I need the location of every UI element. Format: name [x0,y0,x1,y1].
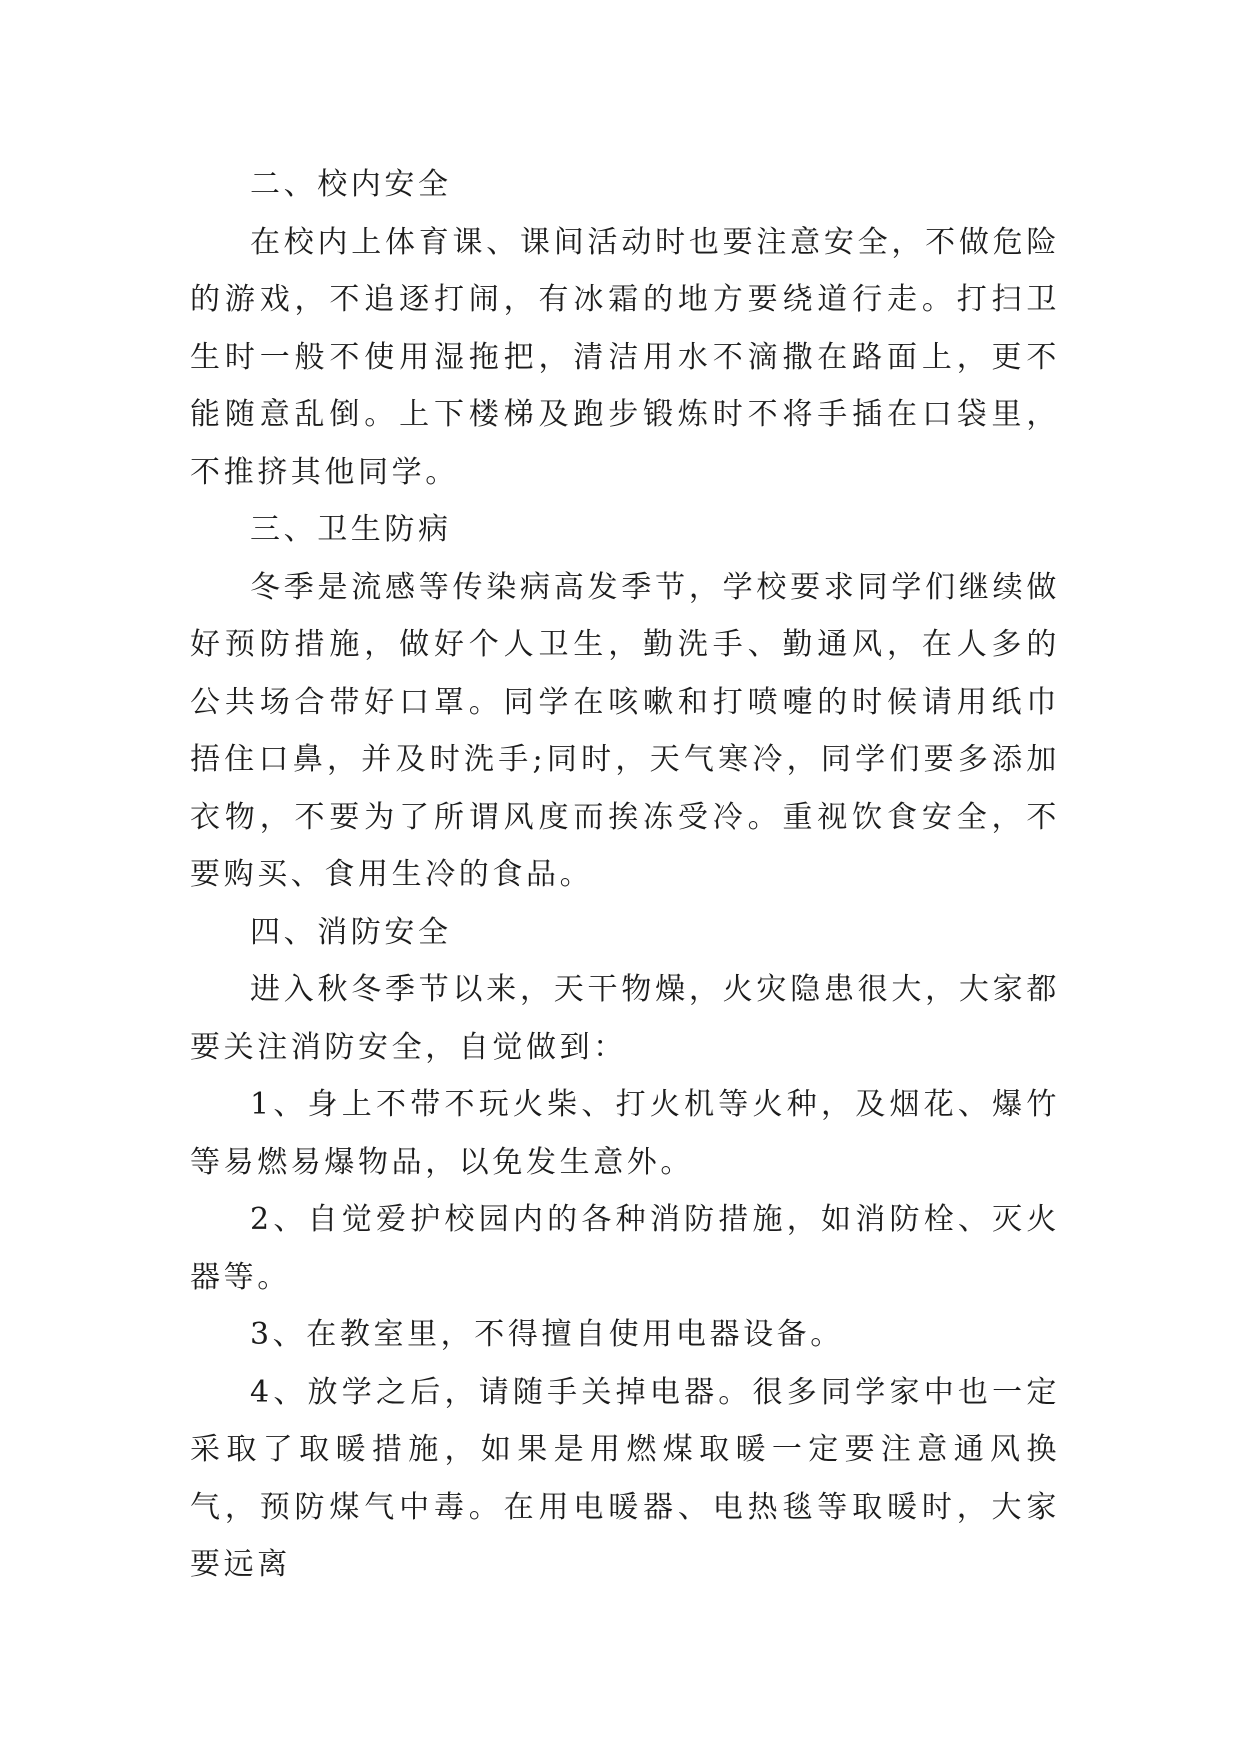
list-item-1: 1、身上不带不玩火柴、打火机等火种，及烟花、爆竹等易燃易爆物品，以免发生意外。 [190,1087,1060,1180]
list-item-4: 4、放学之后，请随手关掉电器。很多同学家中也一定采取了取暖措施，如果是用燃煤取暖一定要注意通风换气，预防煤气中毒。在用电暖器、电热毯等取暖时，大家要远离 [190,1374,1060,1582]
paragraph-hygiene: 冬季是流感等传染病高发季节，学校要求同学们继续做好预防措施，做好个人卫生，勤洗手、勤通风，在人多的公共场合带好口罩。同学在咳嗽和打喷嚏的时候请用纸巾捂住口鼻，并及时洗手;同时，天气寒冷，同学们要多添加衣物，不要为了所谓风度而挨冻受冷。重视饮食安全，不要购买、食用生冷的食品。 [190,569,1060,892]
paragraph-fire-safety-intro: 进入秋冬季节以来，天干物燥，火灾隐患很大，大家都要关注消防安全，自觉做到： [190,972,1060,1065]
list-item-3: 3、在教室里，不得擅自使用电器设备。 [250,1317,844,1352]
paragraph-campus-safety: 在校内上体育课、课间活动时也要注意安全，不做危险的游戏，不追逐打闹，有冰霜的地方要绕道行走。打扫卫生时一般不使用湿拖把，清洁用水不滴撒在路面上，更不能随意乱倒。上下楼梯及跑步锻炼时不将手插在口袋里，不推挤其他同学。 [190,224,1060,490]
document-body [190,156,1060,1594]
list-item-2: 2、自觉爱护校园内的各种消防措施，如消防栓、灭火器等。 [190,1202,1060,1295]
section-heading-campus-safety: 二、校内安全 [250,167,452,202]
section-heading-fire-safety: 四、消防安全 [250,914,452,950]
section-heading-hygiene: 三、卫生防病 [250,512,452,547]
